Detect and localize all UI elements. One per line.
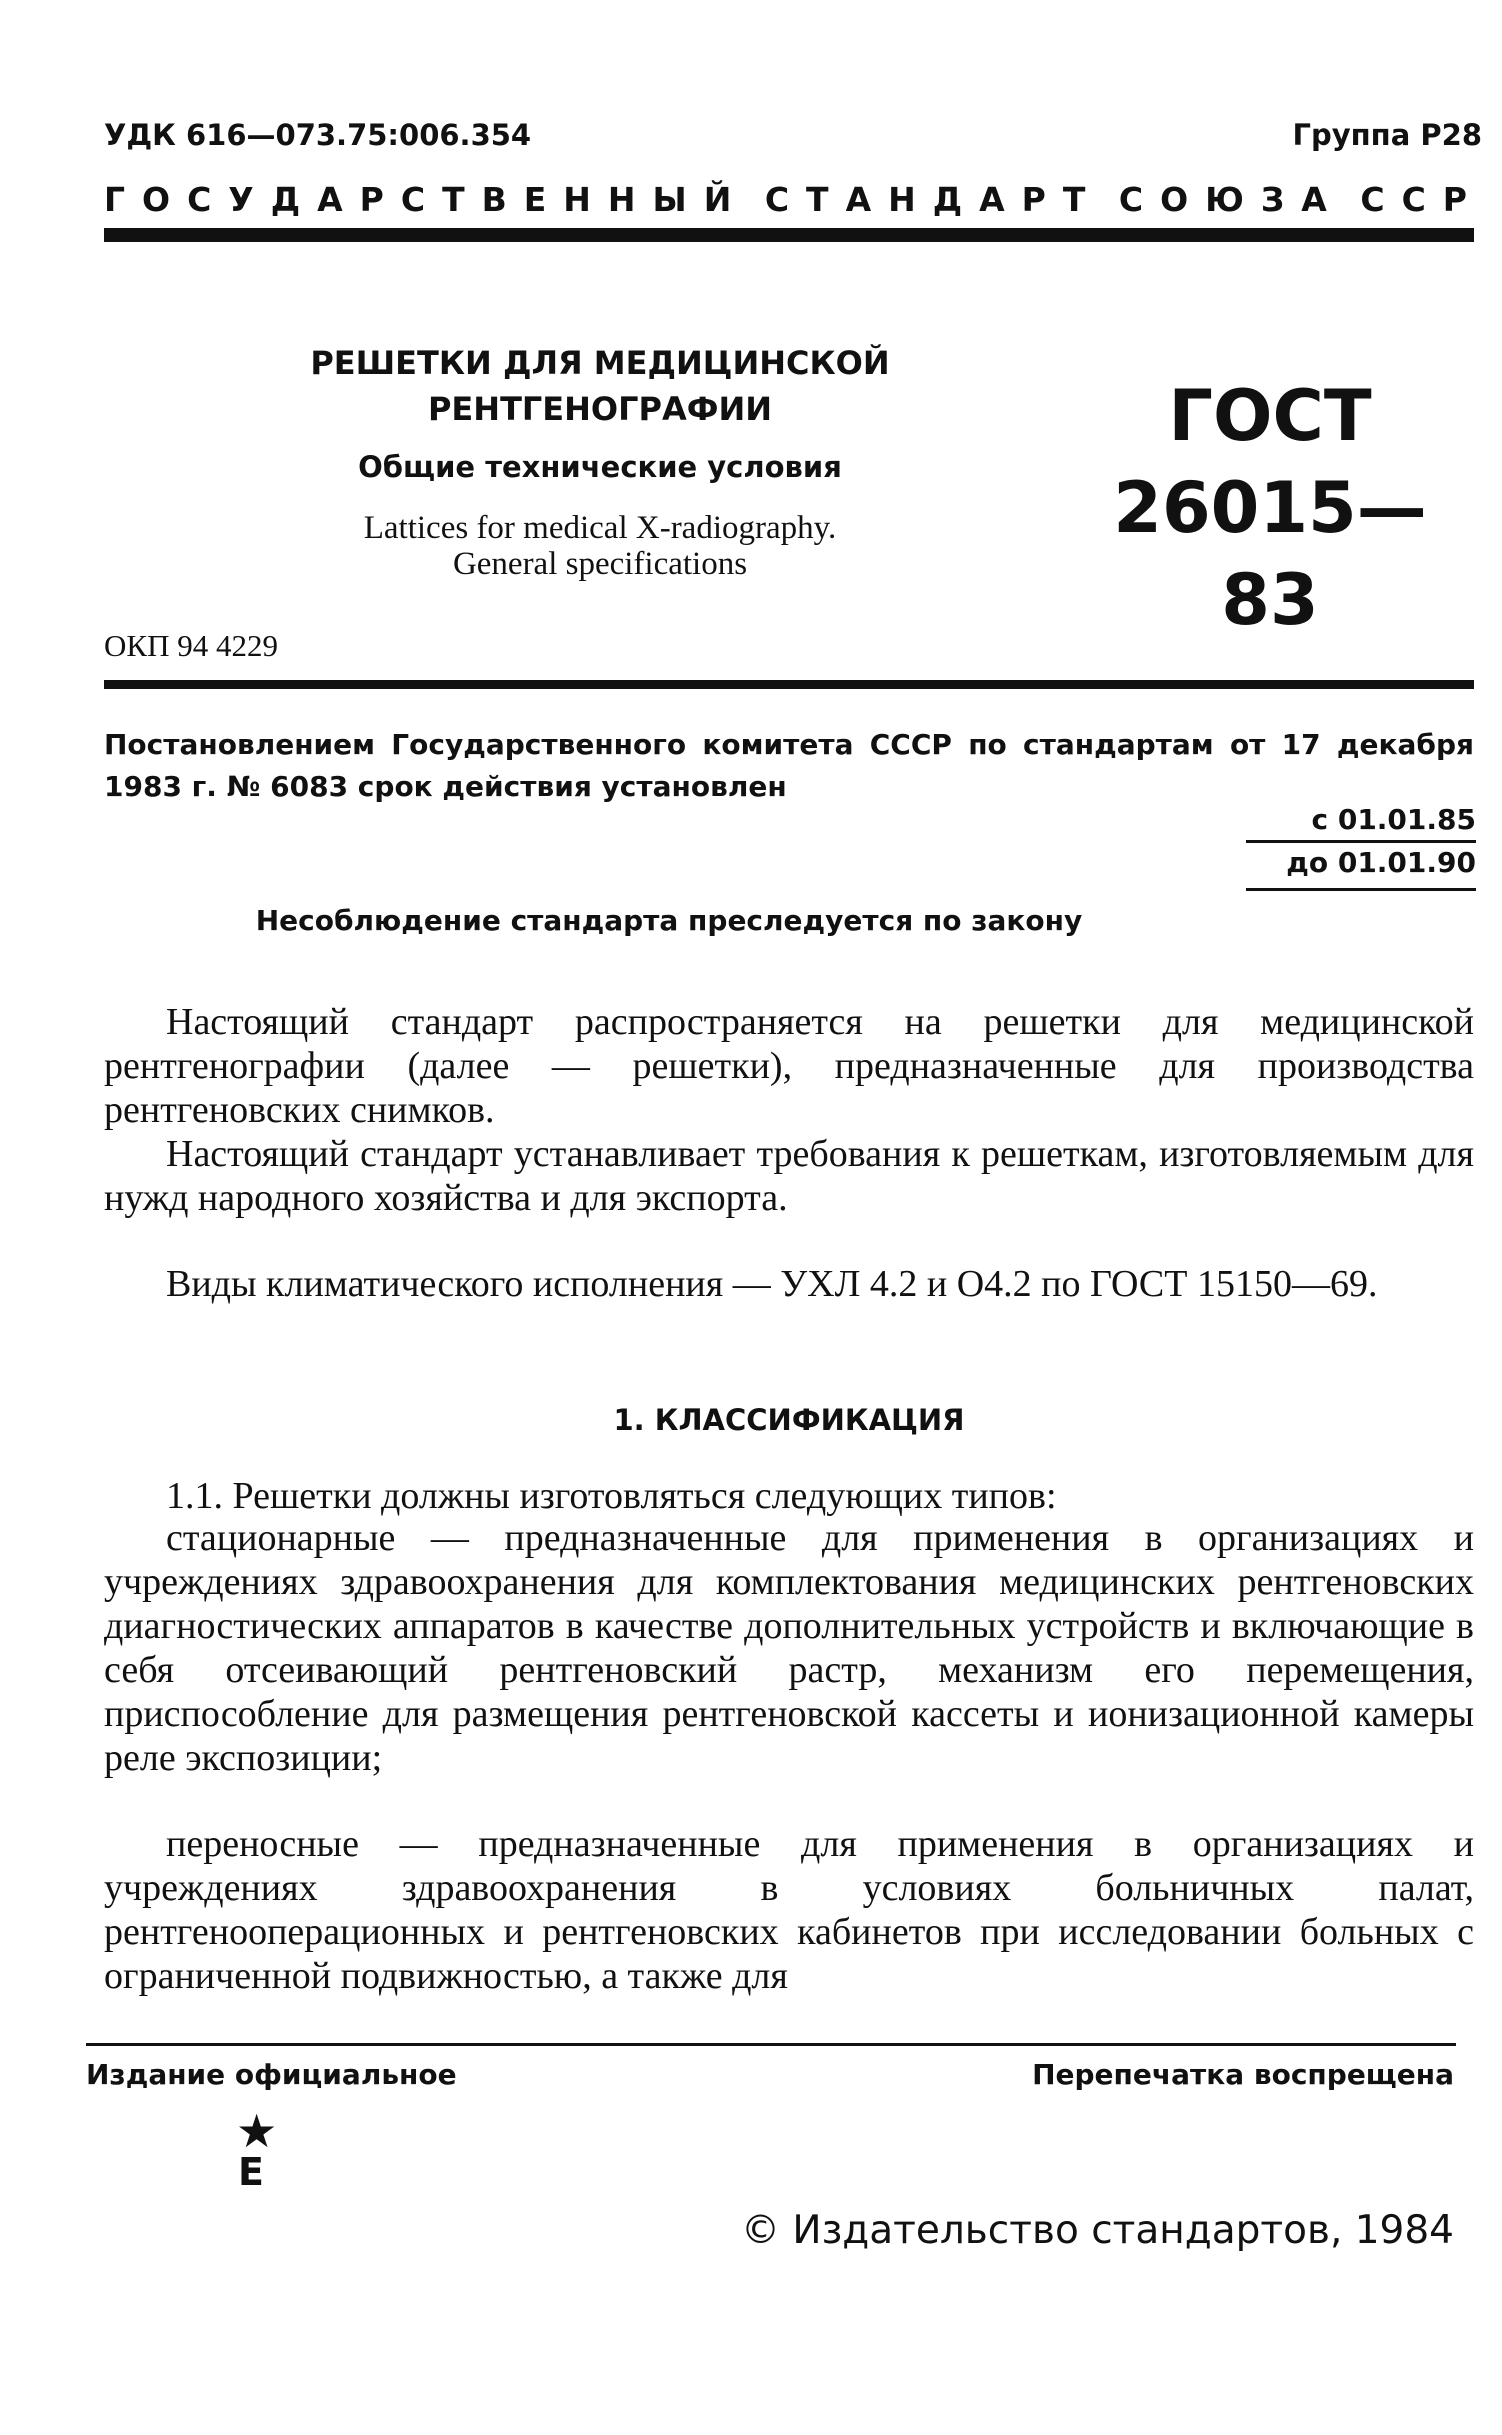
- star-icon: ★: [236, 2104, 278, 2158]
- gost-word: ГОСТ: [1168, 375, 1372, 457]
- copyright: © Издательство стандартов, 1984: [741, 2208, 1454, 2253]
- official-edition-label: Издание официальное: [86, 2058, 457, 2091]
- state-standard-banner: [104, 180, 1484, 219]
- udk-code: УДК 616—073.75:006.354: [104, 118, 532, 152]
- group-code: Группа Р28: [1292, 118, 1482, 152]
- intro-paragraph: Настоящий стандарт распространяется на решетки для медицинской рентгенографии (далее — решетки), предназначенные для производства рентгеновских снимков.: [104, 1001, 1474, 1131]
- section-heading: 1. КЛАССИФИКАЦИЯ: [613, 1403, 965, 1437]
- decree-text: Постановлением Государственного комитета СССР по стандартам от 17 декабря 1983 г. № 6083 срок действия установлен: [104, 728, 1474, 803]
- banner-word: СТАНДАРТ: [764, 180, 1103, 219]
- valid-to: до 01.01.90: [1246, 840, 1476, 883]
- footer-rule: [86, 2043, 1456, 2046]
- gost-number: 26015—83: [1113, 467, 1427, 641]
- edition-mark: E: [238, 2150, 264, 2194]
- validity-underline: [1246, 888, 1476, 891]
- middle-rule: [104, 680, 1474, 689]
- title-line-1: РЕШЕТКИ ДЛЯ МЕДИЦИНСКОЙ: [310, 344, 890, 382]
- subtitle: Общие технические условия: [358, 450, 842, 484]
- intro-paragraph: Настоящий стандарт устанавливает требования к решеткам, изготовляемым для нужд народного хозяйства и для экспорта.: [104, 1133, 1474, 1219]
- top-rule: [104, 228, 1474, 242]
- clause-paragraph: стационарные — предназначенные для применения в организациях и учреждениях здравоохранения для комплектования медицинских рентгеновских диагностических аппаратов в качестве дополнительных устройств и включающие в себя отсеивающий рентгеновский растр, механизм его перемещения, приспособление для размещения рентгеновской кассеты и ионизационной камеры реле экспозиции;: [104, 1517, 1474, 1779]
- title-block: [260, 340, 940, 582]
- clause-paragraph: 1.1. Решетки должны изготовляться следующих типов:: [166, 1475, 1057, 1517]
- enforcement-notice: Несоблюдение стандарта преследуется по закону: [255, 904, 1083, 937]
- english-title-line-1: Lattices for medical X-radiography.: [363, 510, 837, 546]
- banner-word: СОЮЗА: [1118, 180, 1344, 219]
- gost-designation: [1080, 370, 1460, 646]
- title-line-2: РЕНТГЕНОГРАФИИ: [427, 390, 773, 428]
- banner-word: ССР: [1360, 180, 1484, 219]
- intro-paragraph: Виды климатического исполнения — УХЛ 4.2 и О4.2 по ГОСТ 15150—69.: [166, 1263, 1378, 1305]
- validity-period: [1246, 800, 1476, 883]
- english-title-line-2: General specifications: [452, 546, 748, 582]
- english-title: [260, 510, 940, 582]
- banner-word: ГОСУДАРСТВЕННЫЙ: [104, 180, 749, 219]
- clause-paragraph: переносные — предназначенные для применения в организациях и учреждениях здравоохранения в условиях больничных палат, рентгенооперационных и рентгеновских кабинетов при исследовании больных с ограниченной подвижностью, а также для: [104, 1823, 1474, 1997]
- valid-from: с 01.01.85: [1311, 803, 1476, 836]
- no-reprint-label: Перепечатка воспрещена: [1032, 2058, 1454, 2091]
- okp-code: ОКП 94 4229: [104, 628, 278, 663]
